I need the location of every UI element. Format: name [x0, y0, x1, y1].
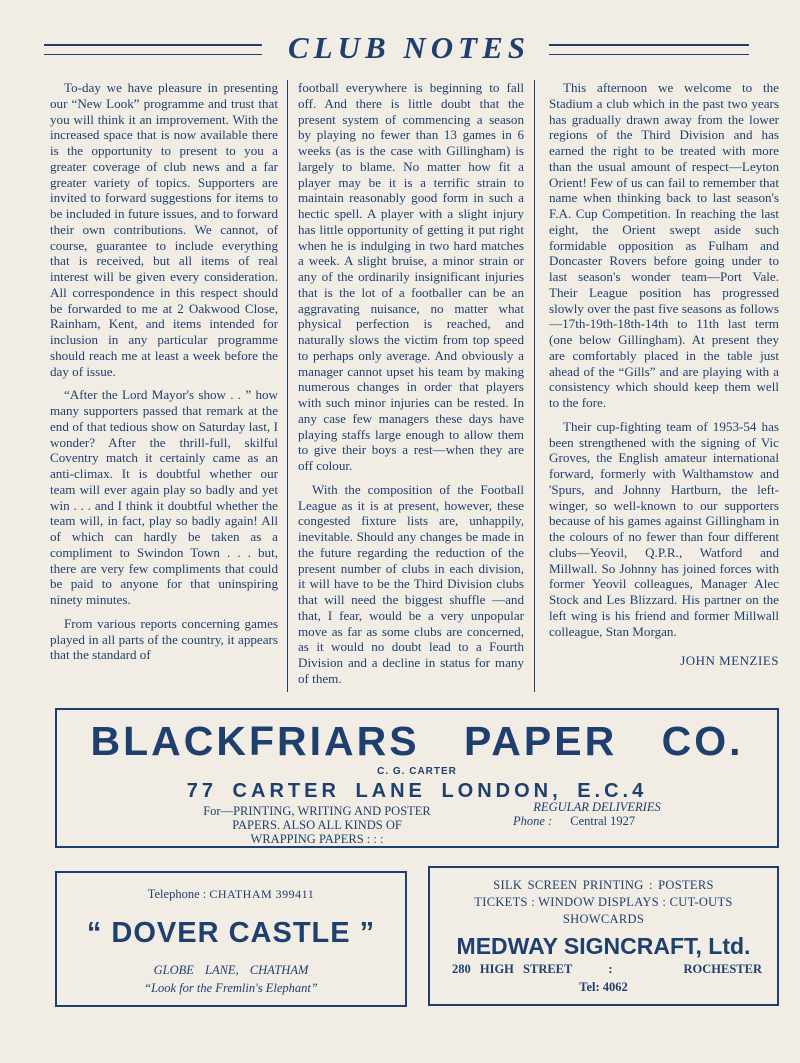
phone-label: Phone :: [513, 814, 553, 828]
address-street: 280 HIGH STREET: [452, 962, 573, 976]
page-title: CLUB NOTES: [287, 30, 531, 65]
advert-address: 77 CARTER LANE LONDON, E.C.4: [186, 780, 648, 802]
column-1: [50, 80, 278, 671]
paragraph: Their cup-fighting team of 1953-54 has been strengthened with the signing of Vic Groves, the English amateur international forward, formerly with Walthamstow and 'Spurs, and Johnny Hartburn, the left-winger, so well-known to our supporters because of his games against Gillingham in the colours of no fewer than four different clubs—Yeovil, Q.P.R., Watford and Millwall. So Johnny has joined forces with former Yeovil colleagues, Manager Alec Stock and Les Blizzard. His partner on the left wing is his friend and former Millwall colleague, Stan Morgan.: [549, 418, 779, 639]
dover-castle-advert: [55, 871, 407, 1007]
phone-number: Central 1927: [570, 814, 636, 828]
column-2: [287, 80, 535, 692]
advert-services-line: SILK SCREEN PRINTING : POSTERS: [493, 878, 714, 892]
advert-phone: [507, 814, 727, 828]
telephone-label: Telephone :: [147, 887, 207, 901]
advert-address: [452, 962, 762, 977]
paragraph: “After the Lord Mayor's show . . ” how many supporters passed that remark at the end of that tedious show on Saturday last, I wonder? After the thrill-full, skilful Coventry match it certainly came as an anti-climax. It is doubtful whether our team will ever again play so badly and yet win . . . and I think it doubtful whether the team will, in fact, play so badly again! All of which can hardly be taken as a compliment to Swindon Town . . . but, there are very few compliments that could be paid to anyone for that uninspiring ninety minutes.: [50, 387, 278, 607]
advert-company-name: BLACKFRIARS PAPER CO.: [90, 718, 744, 764]
services-line: PAPERS. ALSO ALL KINDS OF: [232, 818, 402, 832]
blackfriars-advert: [55, 708, 779, 848]
telephone-value: CHATHAM 399411: [209, 887, 315, 901]
services-line: WRAPPING PAPERS : : :: [250, 832, 384, 846]
advert-telephone: [57, 887, 405, 902]
header-rule-left: [44, 44, 262, 55]
page-header: [44, 30, 734, 65]
author-signature: JOHN MENZIES: [680, 653, 779, 669]
paragraph: football everywhere is beginning to fall off. And there is little doubt that the present system of commencing a season by playing no fewer than 13 games in 6 weeks (as is the case with Gillingham) is largely to blame. No matter how fit a player may be it is a terrific strain to maintain reasonably good form in such a hectic spell. A player with a slight injury has little opportunity of getting it put right when he is indulging in two hard matches a week. A slight bruise, a minor strain or any of the ordinarily insignificant injuries that is the lot of a footballer can be an aggravating nuisance, no matter what physical perfection is reached, and naturally slows the victim from top speed to perhaps only average. And obviously a manager cannot upset his team by making numerous changes in order that players with such minor injuries can be rested. In any case few managers these days have playing staffs large enough to allow them to give their boys a rest—when they are off colour.: [298, 80, 524, 473]
header-rule-right: [549, 44, 749, 55]
column-3: [549, 80, 779, 669]
services-line: For—PRINTING, WRITING AND POSTER: [203, 804, 431, 818]
medway-signcraft-advert: [428, 866, 779, 1006]
advert-deliveries: REGULAR DELIVERIES: [533, 800, 661, 814]
advert-address: GLOBE LANE, CHATHAM: [153, 963, 309, 977]
paragraph: This afternoon we welcome to the Stadium a club which in the past two years has gradually drawn away from the lower regions of the Third Division and has earned the right to be treated with more than the usual amount of respect—Leyton Orient! Few of us can fail to remember that name when thinking back to last season's F.A. Cup Competition. In reaching the last eight, the Orient swept aside such formidable opposition as Fulham and Doncaster Rovers before going under to last season's wonder team—Port Vale. Their League position has progressed slowly over the past five seasons as follows—17th-19th-18th-14th to 11th last term (one below Gillingham). At present they are comfortably placed in the table just ahead of the “Gills” and are playing with a consistency which should keep them well to the fore.: [549, 80, 779, 410]
advert-company-name: MEDWAY SIGNCRAFT, Ltd.: [456, 933, 751, 959]
advert-slogan: “Look for the Fremlin's Elephant”: [144, 981, 318, 995]
paragraph: From various reports concerning games played in all parts of the country, it appears that the standard of: [50, 615, 278, 663]
advert-services-line: SHOWCARDS: [562, 912, 645, 926]
address-separator: :: [608, 962, 613, 976]
advert-services-line: TICKETS : WINDOW DISPLAYS : CUT-OUTS: [474, 895, 733, 909]
advert-pub-name: “ DOVER CASTLE ”: [86, 917, 376, 949]
advert-telephone: Tel: 4062: [579, 980, 628, 994]
paragraph: To-day we have pleasure in presenting our “New Look” programme and trust that you will think it an improvement. With the increased space that is now available there is the opportunity to present to you a greater coverage of club news and a far greater variety of topics. Supporters are invited to forward suggestions for items to be included in future issues, and to forward their own contributions. We cannot, of course, guarantee to include everything that is received, but all items of real interest will be given every consideration. All correspondence in this respect should be forwarded to me at 2 Oakwood Close, Rainham, Kent, and items intended for inclusion in any particular programme should reach me at least a week before the day of issue.: [50, 80, 278, 379]
advert-owner: C. G. CARTER: [377, 766, 457, 777]
advert-services: [157, 804, 477, 846]
address-town: ROCHESTER: [683, 962, 762, 976]
paragraph: With the composition of the Football League as it is at present, however, these congested fixture lists are, unhappily, inevitable. Should any changes be made in the future regarding the reduction of the present number of clubs in each division, it will have to be the Third Division clubs that will need the biggest shuffle —and that, I fear, would be a very unpopular move as far as some clubs are concerned, as it would no doubt lead to a Fourth Division and a decline in status for many of them.: [298, 481, 524, 686]
